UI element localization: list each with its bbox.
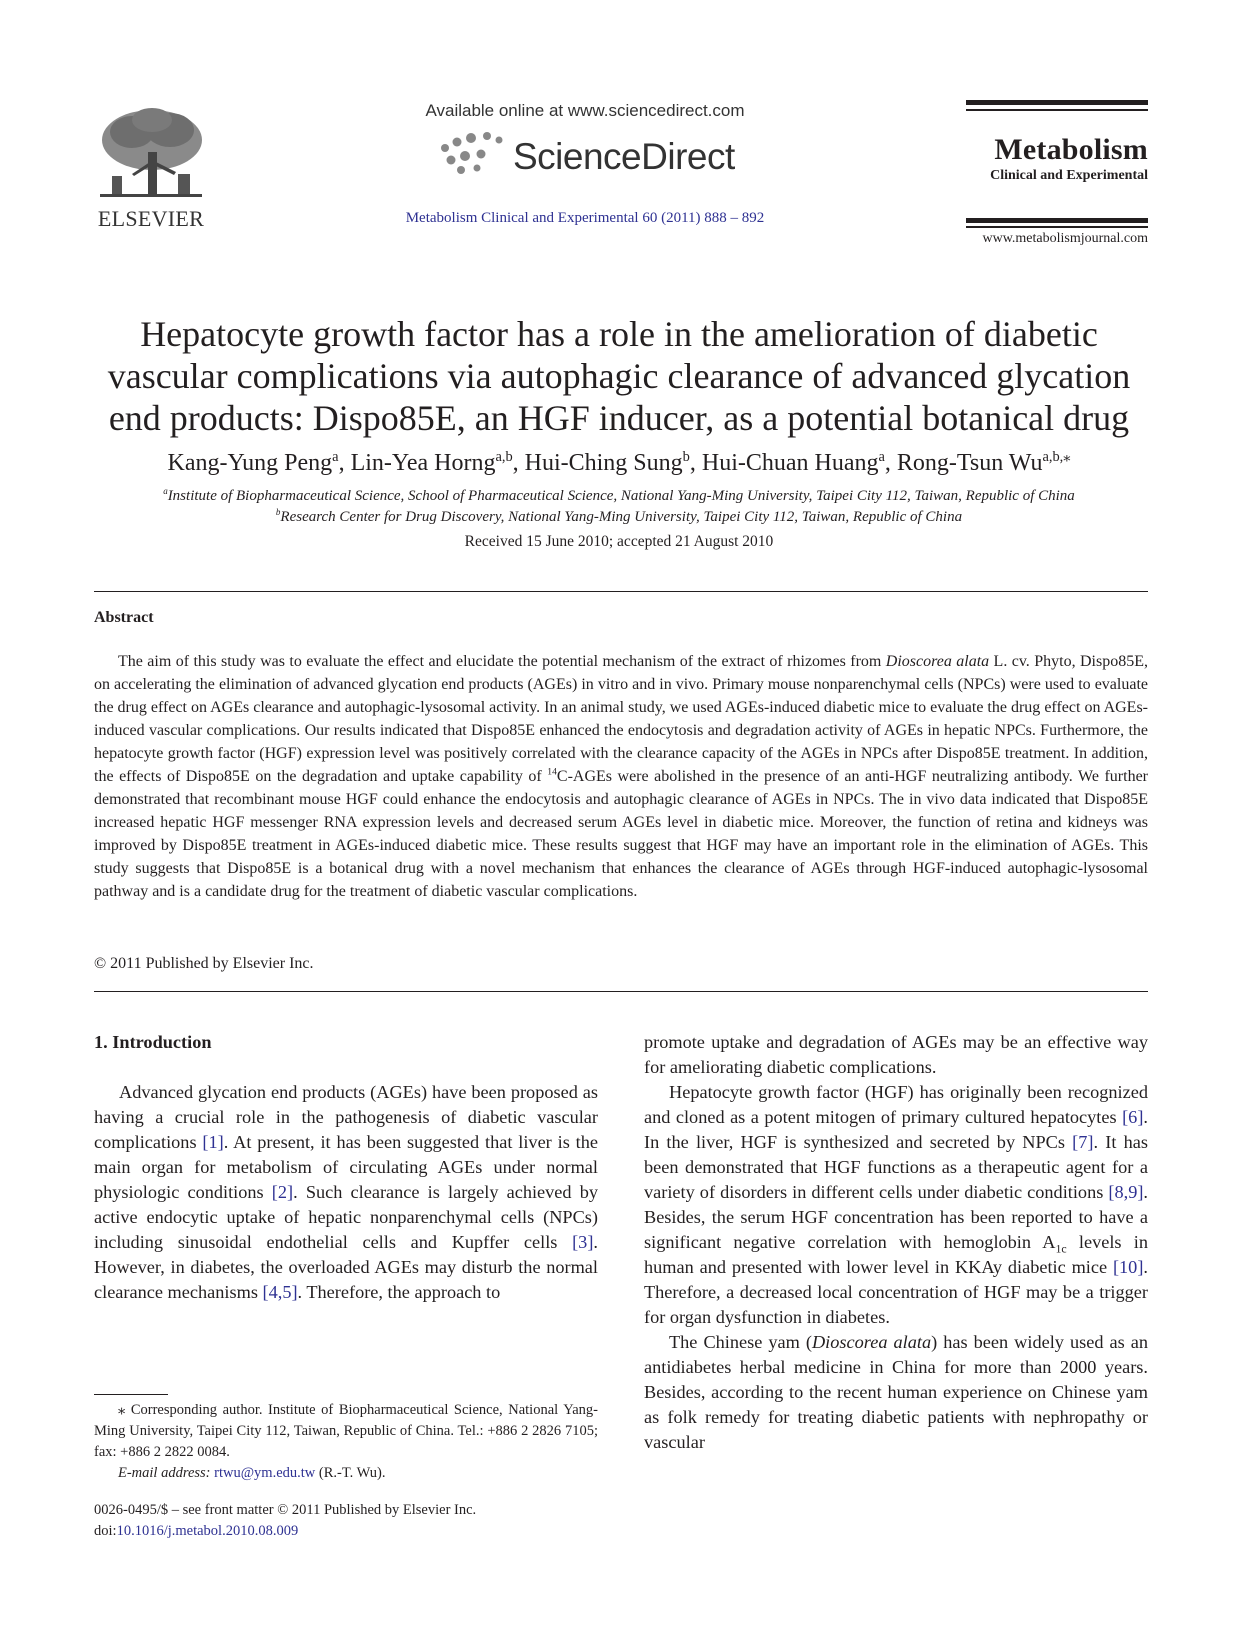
journal-name: Metabolism	[994, 133, 1148, 166]
intro-paragraph	[644, 1080, 1148, 1330]
author-separator: ,	[338, 450, 351, 476]
affiliation-text: Institute of Biopharmaceutical Science, School of Pharmaceutical Science, National Yang-Ming University, Taipei City 112, Taiwan, Republic of China	[167, 488, 1075, 504]
journal-rule-bottom-thin	[966, 226, 1148, 228]
journal-subtitle: Clinical and Experimental	[990, 168, 1148, 183]
author-name: Rong-Tsun Wu	[896, 450, 1043, 476]
affiliation-text: Research Center for Drug Discovery, National Yang-Ming University, Taipei City 112, Taiwan, Republic of China	[280, 509, 963, 525]
author-separator: ,	[884, 450, 897, 476]
text-run: . However, in diabetes, the overloaded AGEs may disturb the normal clearance mechanisms	[94, 1232, 598, 1302]
citation-link[interactable]: [4,5]	[262, 1282, 298, 1302]
journal-reference[interactable]: Metabolism Clinical and Experimental 60 (2011) 888 – 892	[405, 210, 765, 226]
text-run: levels in human and presented with lower level in KKAy diabetic mice	[644, 1232, 1148, 1277]
citation-link[interactable]: [6]	[1122, 1107, 1144, 1127]
author-name: Lin-Yea Horng	[350, 450, 496, 476]
intro-paragraph	[644, 1330, 1148, 1455]
author-affiliation-mark: a	[332, 449, 339, 465]
front-matter	[94, 1500, 598, 1542]
left-column	[94, 1080, 598, 1305]
author-affiliation-mark[interactable]: a,b,⁎	[1042, 449, 1071, 465]
received-dates: Received 15 June 2010; accepted 21 August 2010	[464, 533, 774, 550]
text-run: . At present, it has been suggested that liver is the main organ for metabolism of circulating AGEs under normal physiologic conditions	[94, 1132, 598, 1202]
text-run: Advanced glycation end products (AGEs) have been proposed as having a crucial role in the pathogenesis of diabetic vascular complications	[94, 1082, 598, 1152]
email-label: E-mail address:	[118, 1465, 211, 1481]
affiliation-mark: b	[275, 507, 281, 517]
text-run: ) has been widely used as an antidiabetes herbal medicine in China for more than 2000 years. Besides, according to the recent human experience on Chinese yam as folk remedy for treating diabetic patients with nephropathy or vascular	[644, 1332, 1149, 1452]
text-run: . In the liver, HGF is synthesized and secreted by NPCs	[644, 1107, 1148, 1152]
abstract-isotope: 14	[547, 766, 557, 778]
citation-link[interactable]: [10]	[1112, 1257, 1144, 1277]
sciencedirect-logo: ScienceDirect	[513, 136, 735, 177]
text-run: . Therefore, a decreased local concentration of HGF may be a trigger for organ dysfunction in diabetes.	[644, 1257, 1148, 1327]
divider-top	[94, 591, 1148, 592]
subscript: 1c	[1055, 1241, 1067, 1256]
author-separator: ,	[512, 450, 525, 476]
section-heading-introduction: 1. Introduction	[94, 1032, 212, 1052]
abstract-part: C-AGEs were abolished in the presence of an anti-HGF neutralizing antibody. We further demonstrated that recombinant mouse HGF could enhance the endocytosis and autophagic clearance of AGEs in NPCs. The in vivo data indicated that Dispo85E increased hepatic HGF messenger RNA expression levels and decreased serum AGEs level in diabetic mice. Moreover, the function of retina and kidneys was improved by Dispo85E treatment in AGEs-induced diabetic mice. These results suggest that HGF may have an important role in the elimination of AGEs. This study suggests that Dispo85E is a botanical drug with a novel mechanism that enhances the clearance of AGEs through HGF-induced autophagic-lysosomal pathway and is a candidate drug for the treatment of diabetic vascular complications.	[94, 768, 1149, 900]
divider-bottom	[94, 991, 1148, 992]
intro-paragraph: promote uptake and degradation of AGEs may be an effective way for ameliorating diabetic complications.	[644, 1032, 1148, 1077]
affiliation-mark: a	[163, 486, 168, 496]
author-affiliation-mark: a	[878, 449, 885, 465]
abstract-species: Dioscorea alata	[885, 653, 990, 670]
article-title	[60, 313, 1178, 439]
title-line: Hepatocyte growth factor has a role in the amelioration of diabetic	[140, 314, 1098, 354]
affiliation-a	[60, 488, 1178, 505]
intro-paragraph	[94, 1080, 598, 1305]
available-online: Available online at www.sciencedirect.com	[425, 101, 745, 120]
citation-link[interactable]: [2]	[271, 1182, 294, 1202]
elsevier-tree-icon	[92, 102, 210, 206]
journal-rule-top-thin	[966, 109, 1148, 111]
affiliation-b	[60, 509, 1178, 526]
abstract-part: L. cv. Phyto, Dispo85E, on accelerating the elimination of advanced glycation end products (AGEs) in vitro and in vivo. Primary mouse nonparenchymal cells (NPCs) were used to evaluate the drug effect on AGEs clearance and autophagic-lysosomal activity. In an animal study, we used AGEs-induced diabetic mice to evaluate the drug effect on AGEs-induced vascular complications. Our results indicated that Dispo85E enhanced the endocytosis and degradation activity of AGEs in hepatic NPCs. Furthermore, the hepatocyte growth factor (HGF) expression level was positively correlated with the clearance capacity of the AGEs in NPCs after Dispo85E treatment. In addition, the effects of Dispo85E on the degradation and uptake capability of	[94, 653, 1148, 785]
corresponding-author-footnote	[94, 1400, 598, 1484]
author-list	[60, 450, 1178, 477]
front-matter-text: 0026-0495/$ – see front matter © 2011 Published by Elsevier Inc.	[94, 1502, 477, 1518]
journal-rule-bottom	[966, 218, 1148, 223]
title-line: vascular complications via autophagic clearance of advanced glycation	[107, 356, 1131, 396]
citation-link[interactable]: [8,9]	[1108, 1182, 1144, 1202]
citation-link[interactable]: [3]	[572, 1232, 594, 1252]
author-name: Kang-Yung Peng	[167, 450, 333, 476]
journal-rule-top	[966, 100, 1148, 105]
species-name: Dioscorea alata	[811, 1332, 932, 1352]
text-run: Hepatocyte growth factor (HGF) has originally been recognized and cloned as a potent mitogen of primary cultured hepatocytes	[644, 1082, 1148, 1127]
citation-link[interactable]: [1]	[202, 1132, 224, 1152]
title-line: end products: Dispo85E, an HGF inducer, as a potential botanical drug	[108, 398, 1130, 438]
email-link[interactable]: rtwu@ym.edu.tw	[214, 1465, 316, 1481]
author-name: Hui-Ching Sung	[524, 450, 683, 476]
footnote-rule	[94, 1394, 168, 1395]
right-column	[644, 1030, 1148, 1455]
author-name: Hui-Chuan Huang	[701, 450, 879, 476]
journal-url[interactable]: www.metabolismjournal.com	[982, 231, 1148, 246]
abstract-part: The aim of this study was to evaluate the effect and elucidate the potential mechanism of the extract of rhizomes from	[118, 653, 886, 670]
doi-link[interactable]: 10.1016/j.metabol.2010.08.009	[116, 1523, 299, 1539]
doi-label: doi:	[94, 1523, 117, 1539]
sciencedirect-dots-icon	[437, 128, 513, 178]
text-run: The Chinese yam (	[669, 1332, 812, 1352]
text-run: . It has been demonstrated that HGF functions as a therapeutic agent for a variety of disorders in different cells under diabetic conditions	[644, 1132, 1148, 1202]
text-run: . Therefore, the approach to	[297, 1282, 501, 1302]
abstract-text	[94, 650, 1148, 903]
abstract-heading: Abstract	[94, 609, 154, 626]
author-affiliation-mark: a,b	[495, 449, 513, 465]
email-suffix: (R.-T. Wu).	[315, 1465, 386, 1481]
corresponding-text: ⁎ Corresponding author. Institute of Biopharmaceutical Science, National Yang-Ming University, Taipei City 112, Taiwan, Republic of China. Tel.: +886 2 2826 7105; fax: +886 2 2822 0084.	[94, 1402, 598, 1460]
text-run: . Besides, the serum HGF concentration has been reported to have a significant negative correlation with hemoglobin A	[644, 1182, 1148, 1252]
text-run: . Such clearance is largely achieved by active endocytic uptake of hepatic nonparenchymal cells (NPCs) including sinusoidal endothelial cells and Kupffer cells	[94, 1182, 598, 1252]
author-affiliation-mark: b	[682, 449, 690, 465]
publisher-name: ELSEVIER	[97, 206, 205, 231]
author-separator: ,	[689, 450, 702, 476]
abstract-copyright: © 2011 Published by Elsevier Inc.	[94, 955, 314, 972]
citation-link[interactable]: [7]	[1072, 1132, 1094, 1152]
